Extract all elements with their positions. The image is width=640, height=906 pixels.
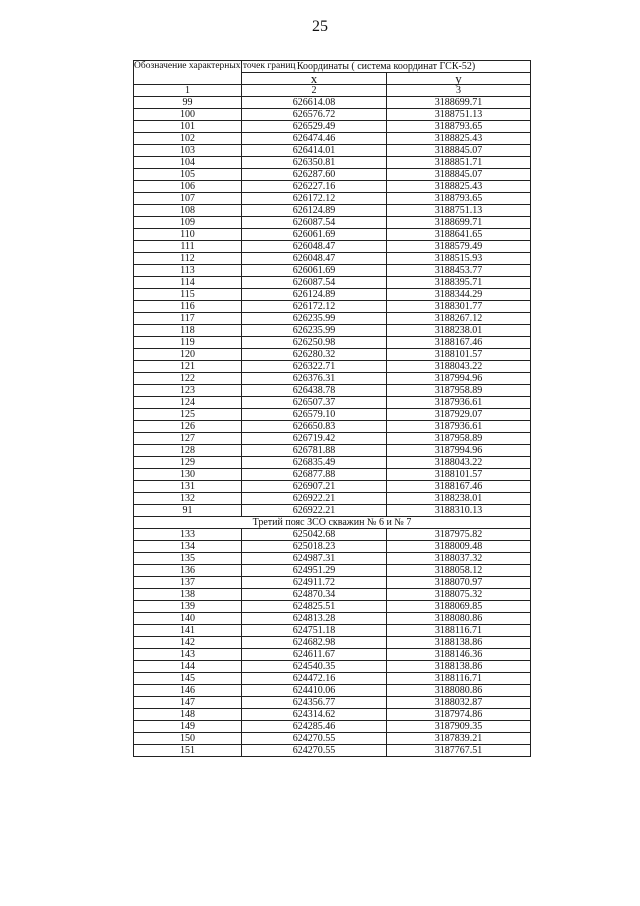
y-coordinate-cell: 3188845.07 [387, 169, 531, 181]
x-coordinate-cell: 624410.06 [242, 685, 387, 697]
x-coordinate-cell: 624682.98 [242, 637, 387, 649]
point-id-cell: 104 [134, 157, 242, 169]
x-coordinate-cell: 626235.99 [242, 325, 387, 337]
y-coordinate-cell: 3188167.46 [387, 481, 531, 493]
table-row [134, 589, 531, 601]
x-coordinate-cell: 626322.71 [242, 361, 387, 373]
point-id-cell: 119 [134, 337, 242, 349]
y-coordinate-cell: 3187936.61 [387, 397, 531, 409]
x-coordinate-cell: 626124.89 [242, 205, 387, 217]
point-id-cell: 144 [134, 661, 242, 673]
table-row [134, 529, 531, 541]
y-coordinate-cell: 3188845.07 [387, 145, 531, 157]
section-row-group [134, 517, 531, 529]
point-id-cell: 111 [134, 241, 242, 253]
point-id-cell: 102 [134, 133, 242, 145]
x-coordinate-cell: 624356.77 [242, 697, 387, 709]
table-row [134, 493, 531, 505]
table-row [134, 553, 531, 565]
y-coordinate-cell: 3187767.51 [387, 745, 531, 757]
table-row [134, 685, 531, 697]
y-coordinate-cell: 3188032.87 [387, 697, 531, 709]
x-coordinate-cell: 626438.78 [242, 385, 387, 397]
x-coordinate-cell: 626048.47 [242, 253, 387, 265]
y-coordinate-cell: 3188699.71 [387, 217, 531, 229]
table-row [134, 505, 531, 517]
point-id-cell: 114 [134, 277, 242, 289]
table-row [134, 349, 531, 361]
table-row [134, 121, 531, 133]
point-id-cell: 105 [134, 169, 242, 181]
point-id-cell: 127 [134, 433, 242, 445]
table-row [134, 409, 531, 421]
x-coordinate-cell: 624987.31 [242, 553, 387, 565]
table-row [134, 373, 531, 385]
x-coordinate-cell: 624911.72 [242, 577, 387, 589]
point-id-cell: 130 [134, 469, 242, 481]
table-row [134, 157, 531, 169]
y-coordinate-cell: 3188699.71 [387, 97, 531, 109]
point-id-cell: 148 [134, 709, 242, 721]
x-coordinate-cell: 626781.88 [242, 445, 387, 457]
point-id-cell: 150 [134, 733, 242, 745]
table-row [134, 469, 531, 481]
point-id-cell: 140 [134, 613, 242, 625]
table-row [134, 385, 531, 397]
point-id-cell: 146 [134, 685, 242, 697]
x-coordinate-cell: 624314.62 [242, 709, 387, 721]
x-coordinate-cell: 626172.12 [242, 301, 387, 313]
x-coordinate-cell: 626650.83 [242, 421, 387, 433]
table-row [134, 337, 531, 349]
point-id-cell: 126 [134, 421, 242, 433]
point-id-cell: 132 [134, 493, 242, 505]
table-body-part2 [134, 529, 531, 757]
header-y: y [387, 73, 531, 85]
point-id-cell: 136 [134, 565, 242, 577]
y-coordinate-cell: 3188116.71 [387, 673, 531, 685]
x-coordinate-cell: 625042.68 [242, 529, 387, 541]
point-id-cell: 100 [134, 109, 242, 121]
point-id-cell: 116 [134, 301, 242, 313]
point-id-cell: 129 [134, 457, 242, 469]
x-coordinate-cell: 624472.16 [242, 673, 387, 685]
table-row [134, 133, 531, 145]
y-coordinate-cell: 3187975.82 [387, 529, 531, 541]
point-id-cell: 120 [134, 349, 242, 361]
x-coordinate-cell: 626835.49 [242, 457, 387, 469]
point-id-cell: 113 [134, 265, 242, 277]
table-row [134, 577, 531, 589]
table-row [134, 745, 531, 757]
y-coordinate-cell: 3188793.65 [387, 121, 531, 133]
x-coordinate-cell: 625018.23 [242, 541, 387, 553]
table-row [134, 673, 531, 685]
table-row [134, 289, 531, 301]
table-row [134, 397, 531, 409]
table-row [134, 661, 531, 673]
table-row [134, 481, 531, 493]
y-coordinate-cell: 3188641.65 [387, 229, 531, 241]
point-id-cell: 131 [134, 481, 242, 493]
section-title: Третий пояс ЗСО скважин № 6 и № 7 [134, 517, 531, 529]
point-id-cell: 134 [134, 541, 242, 553]
x-coordinate-cell: 626250.98 [242, 337, 387, 349]
point-id-cell: 141 [134, 625, 242, 637]
header-col-number: 2 [242, 85, 387, 97]
point-id-cell: 107 [134, 193, 242, 205]
table-row [134, 445, 531, 457]
table-row [134, 697, 531, 709]
point-id-cell: 151 [134, 745, 242, 757]
table-row [134, 217, 531, 229]
x-coordinate-cell: 626474.46 [242, 133, 387, 145]
table-body-part1 [134, 97, 531, 517]
point-id-cell: 133 [134, 529, 242, 541]
x-coordinate-cell: 626172.12 [242, 193, 387, 205]
table-row [134, 721, 531, 733]
y-coordinate-cell: 3188138.86 [387, 637, 531, 649]
y-coordinate-cell: 3188751.13 [387, 205, 531, 217]
x-coordinate-cell: 626907.21 [242, 481, 387, 493]
table-row [134, 109, 531, 121]
x-coordinate-cell: 626507.37 [242, 397, 387, 409]
point-id-cell: 123 [134, 385, 242, 397]
x-coordinate-cell: 626529.49 [242, 121, 387, 133]
x-coordinate-cell: 624270.55 [242, 745, 387, 757]
table-row [134, 145, 531, 157]
table-row [134, 421, 531, 433]
x-coordinate-cell: 626280.32 [242, 349, 387, 361]
point-id-cell: 118 [134, 325, 242, 337]
point-id-cell: 124 [134, 397, 242, 409]
table-row [134, 205, 531, 217]
y-coordinate-cell: 3187994.96 [387, 445, 531, 457]
point-id-cell: 143 [134, 649, 242, 661]
x-coordinate-cell: 624540.35 [242, 661, 387, 673]
x-coordinate-cell: 624751.18 [242, 625, 387, 637]
y-coordinate-cell: 3188751.13 [387, 109, 531, 121]
x-coordinate-cell: 624611.67 [242, 649, 387, 661]
x-coordinate-cell: 624870.34 [242, 589, 387, 601]
point-id-cell: 137 [134, 577, 242, 589]
y-coordinate-cell: 3187994.96 [387, 373, 531, 385]
y-coordinate-cell: 3188851.71 [387, 157, 531, 169]
y-coordinate-cell: 3188070.97 [387, 577, 531, 589]
y-coordinate-cell: 3187909.35 [387, 721, 531, 733]
point-id-cell: 142 [134, 637, 242, 649]
x-coordinate-cell: 626061.69 [242, 265, 387, 277]
x-coordinate-cell: 626087.54 [242, 277, 387, 289]
y-coordinate-cell: 3188825.43 [387, 133, 531, 145]
y-coordinate-cell: 3188793.65 [387, 193, 531, 205]
table-row [134, 433, 531, 445]
point-id-cell: 149 [134, 721, 242, 733]
y-coordinate-cell: 3188167.46 [387, 337, 531, 349]
point-id-cell: 108 [134, 205, 242, 217]
table-row [134, 265, 531, 277]
y-coordinate-cell: 3187958.89 [387, 385, 531, 397]
y-coordinate-cell: 3188395.71 [387, 277, 531, 289]
x-coordinate-cell: 626061.69 [242, 229, 387, 241]
point-id-cell: 138 [134, 589, 242, 601]
table-row [134, 97, 531, 109]
y-coordinate-cell: 3188116.71 [387, 625, 531, 637]
table-row [134, 277, 531, 289]
x-coordinate-cell: 626719.42 [242, 433, 387, 445]
y-coordinate-cell: 3188043.22 [387, 361, 531, 373]
y-coordinate-cell: 3188453.77 [387, 265, 531, 277]
y-coordinate-cell: 3188515.93 [387, 253, 531, 265]
y-coordinate-cell: 3188310.13 [387, 505, 531, 517]
point-id-cell: 139 [134, 601, 242, 613]
y-coordinate-cell: 3188344.29 [387, 289, 531, 301]
point-id-cell: 122 [134, 373, 242, 385]
y-coordinate-cell: 3188138.86 [387, 661, 531, 673]
table-row [134, 649, 531, 661]
point-id-cell: 101 [134, 121, 242, 133]
point-id-cell: 147 [134, 697, 242, 709]
table-row [134, 733, 531, 745]
point-id-cell: 125 [134, 409, 242, 421]
point-id-cell: 121 [134, 361, 242, 373]
page-number: 25 [312, 18, 328, 35]
x-coordinate-cell: 626227.16 [242, 181, 387, 193]
x-coordinate-cell: 626048.47 [242, 241, 387, 253]
y-coordinate-cell: 3187936.61 [387, 421, 531, 433]
x-coordinate-cell: 626579.10 [242, 409, 387, 421]
y-coordinate-cell: 3187958.89 [387, 433, 531, 445]
table-row [134, 637, 531, 649]
y-coordinate-cell: 3188080.86 [387, 613, 531, 625]
y-coordinate-cell: 3188267.12 [387, 313, 531, 325]
y-coordinate-cell: 3188058.12 [387, 565, 531, 577]
point-id-cell: 117 [134, 313, 242, 325]
y-coordinate-cell: 3188043.22 [387, 457, 531, 469]
point-id-cell: 99 [134, 97, 242, 109]
table-row [134, 313, 531, 325]
x-coordinate-cell: 626235.99 [242, 313, 387, 325]
table-row [134, 613, 531, 625]
header-col-number: 1 [134, 85, 242, 97]
x-coordinate-cell: 626287.60 [242, 169, 387, 181]
table-row [134, 253, 531, 265]
table-row [134, 565, 531, 577]
y-coordinate-cell: 3188238.01 [387, 493, 531, 505]
x-coordinate-cell: 626877.88 [242, 469, 387, 481]
header-col-number: 3 [387, 85, 531, 97]
x-coordinate-cell: 624825.51 [242, 601, 387, 613]
table-row [134, 229, 531, 241]
point-id-cell: 109 [134, 217, 242, 229]
header-coordinates: Координаты ( система координат ГСК-52) [242, 61, 531, 73]
table-row [134, 361, 531, 373]
point-id-cell: 103 [134, 145, 242, 157]
table-row [134, 193, 531, 205]
y-coordinate-cell: 3188238.01 [387, 325, 531, 337]
table-row [134, 169, 531, 181]
table-row [134, 241, 531, 253]
y-coordinate-cell: 3187974.86 [387, 709, 531, 721]
point-id-cell: 106 [134, 181, 242, 193]
x-coordinate-cell: 624813.28 [242, 613, 387, 625]
point-id-cell: 91 [134, 505, 242, 517]
header-x: x [242, 73, 387, 85]
y-coordinate-cell: 3188301.77 [387, 301, 531, 313]
point-id-cell: 110 [134, 229, 242, 241]
table-row [134, 457, 531, 469]
table-row [134, 325, 531, 337]
y-coordinate-cell: 3187929.07 [387, 409, 531, 421]
x-coordinate-cell: 624951.29 [242, 565, 387, 577]
x-coordinate-cell: 624270.55 [242, 733, 387, 745]
point-id-cell: 115 [134, 289, 242, 301]
y-coordinate-cell: 3188075.32 [387, 589, 531, 601]
x-coordinate-cell: 626376.31 [242, 373, 387, 385]
x-coordinate-cell: 626414.01 [242, 145, 387, 157]
x-coordinate-cell: 626576.72 [242, 109, 387, 121]
point-id-cell: 145 [134, 673, 242, 685]
y-coordinate-cell: 3188825.43 [387, 181, 531, 193]
y-coordinate-cell: 3188009.48 [387, 541, 531, 553]
table-row [134, 625, 531, 637]
coordinates-table [133, 60, 531, 757]
y-coordinate-cell: 3188579.49 [387, 241, 531, 253]
y-coordinate-cell: 3188101.57 [387, 349, 531, 361]
x-coordinate-cell: 626087.54 [242, 217, 387, 229]
x-coordinate-cell: 626614.08 [242, 97, 387, 109]
x-coordinate-cell: 624285.46 [242, 721, 387, 733]
x-coordinate-cell: 626124.89 [242, 289, 387, 301]
y-coordinate-cell: 3188069.85 [387, 601, 531, 613]
table-row [134, 541, 531, 553]
y-coordinate-cell: 3187839.21 [387, 733, 531, 745]
y-coordinate-cell: 3188037.32 [387, 553, 531, 565]
point-id-cell: 112 [134, 253, 242, 265]
point-id-cell: 135 [134, 553, 242, 565]
table-row [134, 601, 531, 613]
header-designation: Обозначение характерных точек границ [134, 61, 242, 85]
y-coordinate-cell: 3188146.36 [387, 649, 531, 661]
x-coordinate-cell: 626922.21 [242, 493, 387, 505]
table-row [134, 301, 531, 313]
table-row [134, 181, 531, 193]
y-coordinate-cell: 3188080.86 [387, 685, 531, 697]
x-coordinate-cell: 626922.21 [242, 505, 387, 517]
point-id-cell: 128 [134, 445, 242, 457]
table-row [134, 709, 531, 721]
y-coordinate-cell: 3188101.57 [387, 469, 531, 481]
x-coordinate-cell: 626350.81 [242, 157, 387, 169]
